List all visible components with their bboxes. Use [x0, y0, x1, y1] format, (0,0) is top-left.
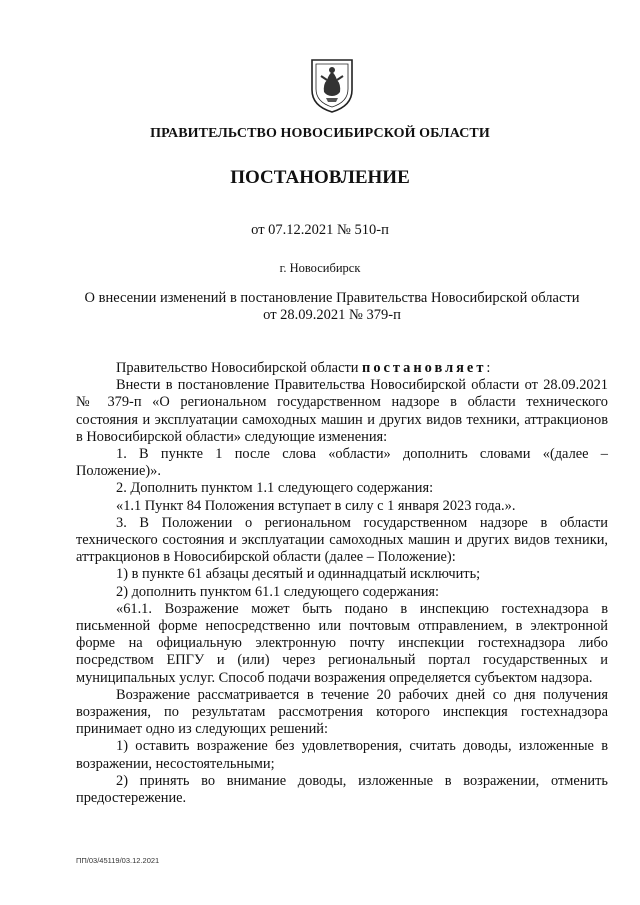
paragraph-amend: Внести в постановление Правительства Новосибирской области от 28.09.2021 № 379-п «О региональном государственном надзоре в области технического состояния и эксплуатации самоходных машин и других видов техники, аттракционов в Новосибирской области» следующие изменения:: [76, 377, 608, 445]
paragraph-item-61-1: «61.1. Возражение может быть подано в инспекцию гостехнадзора в письменной форме непосредственно или почтовым отправлением, в электронной форме на официальную электронную почту инспекции гостехнадзора либо посредством ЕПГУ и (или) через региональный портал государственных и муниципальных услуг. Способ подачи возражения определяется субъектом надзора.: [76, 600, 608, 686]
coat-of-arms-emblem: [309, 56, 355, 114]
subject-line-2: от 28.09.2021 № 379-п: [263, 307, 401, 323]
document-body: [76, 360, 608, 807]
subject-line-1: О внесении изменений в постановление Правительства Новосибирской области: [84, 290, 580, 306]
paragraph-item-3: 3. В Положении о региональном государственном надзоре в области технического состояния и эксплуатации самоходных машин и других видов техники, аттракционов в Новосибирской области (далее – Положение):: [76, 514, 608, 566]
footer-document-code: ПП/03/45119/03.12.2021: [76, 856, 160, 865]
paragraph-decision-2: 2) принять во внимание доводы, изложенные в возражении, отменить предостережение.: [76, 772, 608, 807]
intro-paragraph: [76, 360, 608, 377]
intro-text: Правительство Новосибирской области: [116, 360, 363, 376]
paragraph-subitem-1: 1) в пункте 61 абзацы десятый и одиннадцатый исключить;: [116, 566, 481, 583]
intro-colon: :: [486, 360, 491, 376]
paragraph-item-1: 1. В пункте 1 после слова «области» дополнить словами «(далее – Положение)».: [76, 446, 608, 480]
document-date-number: от 07.12.2021 № 510-п: [251, 222, 389, 238]
paragraph-item-1-1: «1.1 Пункт 84 Положения вступает в силу с 1 января 2023 года.».: [116, 497, 516, 514]
document-type-title: ПОСТАНОВЛЕНИЕ: [230, 167, 410, 188]
document-city: г. Новосибирск: [279, 261, 361, 275]
paragraph-decision-1: 1) оставить возражение без удовлетворения, считать доводы, изложенные в возражении, несостоятельными;: [76, 738, 608, 772]
paragraph-item-2: 2. Дополнить пунктом 1.1 следующего содержания:: [116, 480, 434, 497]
organization-name: ПРАВИТЕЛЬСТВО НОВОСИБИРСКОЙ ОБЛАСТИ: [150, 126, 490, 141]
decree-keyword: постановляет: [362, 360, 487, 376]
document-subject: [76, 290, 588, 324]
paragraph-objection-review: Возражение рассматривается в течение 20 рабочих дней со дня получения возражения, по результатам рассмотрения которого инспекция гостехнадзора принимает одно из следующих решений:: [76, 686, 608, 738]
paragraph-subitem-2: 2) дополнить пунктом 61.1 следующего содержания:: [116, 583, 440, 600]
